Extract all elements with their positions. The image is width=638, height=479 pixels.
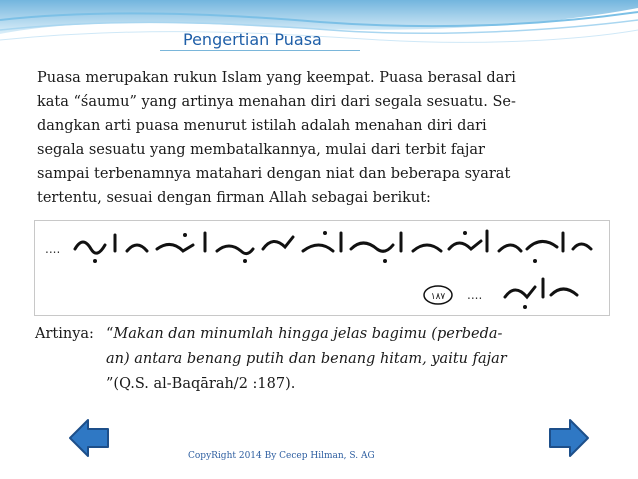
copyright-footer: CopyRight 2014 By Cecep Hilman, S. AG: [188, 451, 375, 461]
definition-paragraph: [37, 66, 619, 210]
previous-slide-button[interactable]: [68, 418, 110, 458]
verse-line2-dots: ....: [467, 288, 483, 302]
open-quote: “: [106, 326, 114, 342]
translation-line-3: [106, 372, 295, 397]
ayah-number: ١٨٧: [430, 292, 446, 302]
right-arrow-icon: [550, 420, 588, 456]
paragraph-line: tertentu, sesuai dengan firman Allah sebagai berikut:: [37, 190, 431, 206]
translation-line-2: an) antara benang putih dan benang hitam, yaitu fajar: [106, 351, 507, 367]
paragraph-line: segala sesuatu yang membatalkannya, mulai dari terbit fajar: [37, 142, 485, 158]
translation-row: [35, 372, 625, 397]
translation-row: [35, 322, 625, 347]
translation-row: [35, 347, 625, 372]
translation-line-1: [106, 322, 502, 347]
translation-label: Artinya:: [35, 326, 94, 342]
verse-reference: (Q.S. al-Baqārah/2 :187).: [113, 376, 296, 392]
arabic-calligraphy-illustration: [35, 221, 609, 315]
translation-block: [35, 322, 625, 397]
paragraph-line: sampai terbenamnya matahari dengan niat dan beberapa syarat: [37, 166, 511, 182]
next-slide-button[interactable]: [548, 418, 590, 458]
paragraph-line: kata “śaumu” yang artinya menahan diri dari segala sesuatu. Se-: [37, 94, 516, 110]
paragraph-line: dangkan arti puasa menurut istilah adalah menahan diri dari: [37, 118, 487, 134]
quran-verse-image: [34, 220, 610, 316]
slide-title: Pengertian Puasa: [183, 30, 322, 49]
title-underline: [160, 50, 360, 51]
close-quote: ”: [106, 376, 114, 392]
verse-line1-dots: ....: [45, 242, 61, 256]
left-arrow-icon: [70, 420, 108, 456]
translation-text: Makan dan minumlah hingga jelas bagimu (perbeda-: [113, 326, 503, 342]
paragraph-line: Puasa merupakan rukun Islam yang keempat. Puasa berasal dari: [37, 70, 516, 86]
